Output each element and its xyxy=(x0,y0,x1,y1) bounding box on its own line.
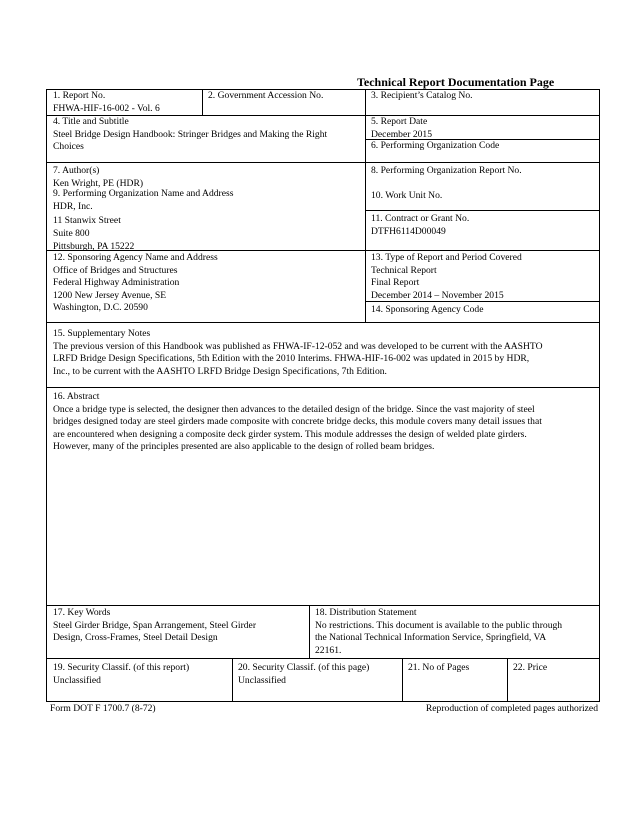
box-label: 10. Work Unit No. xyxy=(371,190,443,201)
box-label: 8. Performing Organization Report No. xyxy=(371,165,522,176)
box-label: 14. Sponsoring Agency Code xyxy=(371,304,484,315)
box-distribution-statement xyxy=(315,607,562,657)
notes-line: LRFD Bridge Design Specifications, 5th Edition with the 2010 Interims. FHWA-HIF-16-002 was updated in 2015 by HDR, xyxy=(53,353,530,364)
box-label: 22. Price xyxy=(513,662,548,673)
box-label: 9. Performing Organization Name and Address xyxy=(53,188,234,199)
authors-value: Ken Wright, PE (HDR) xyxy=(53,177,144,189)
box-title-subtitle xyxy=(53,116,327,154)
report-date-value: December 2015 xyxy=(371,128,433,140)
abstract-line: bridges designed today are steel girders made composite with concrete bridge decks, this module covers many detail issues that xyxy=(53,416,542,427)
report-type-line: Final Report xyxy=(371,277,420,288)
address-line: 1200 New Jersey Avenue, SE xyxy=(53,289,167,301)
security-page-value: Unclassified xyxy=(238,674,286,686)
rule xyxy=(365,90,366,322)
distribution-line: 22161. xyxy=(315,644,342,656)
rule xyxy=(47,658,599,659)
box-label: 4. Title and Subtitle xyxy=(53,116,129,127)
rule xyxy=(365,210,599,211)
box-label: 20. Security Classif. (of this page) xyxy=(238,662,370,673)
rule xyxy=(47,605,599,606)
key-words-line: Steel Girder Bridge, Span Arrangement, Steel Girder xyxy=(53,619,257,631)
box-contract-grant xyxy=(371,213,469,238)
box-government-accession xyxy=(208,90,323,103)
address-line: Federal Highway Administration xyxy=(53,277,180,288)
box-performing-org-code xyxy=(371,140,499,153)
abstract-line: However, many of the principles presented are also applicable to the design of rolled beam bridges. xyxy=(53,441,435,452)
box-label: 16. Abstract xyxy=(53,391,100,402)
box-security-report xyxy=(53,662,189,687)
rule xyxy=(232,658,233,702)
box-label: 2. Government Accession No. xyxy=(208,90,324,101)
box-label: 18. Distribution Statement xyxy=(315,607,417,618)
box-label: 21. No of Pages xyxy=(408,662,470,673)
box-label: 11. Contract or Grant No. xyxy=(371,213,470,224)
box-label: 1. Report No. xyxy=(53,90,106,101)
notes-line: The previous version of this Handbook was published as FHWA-IF-12-052 and was developed to be current with the AASHTO xyxy=(53,340,543,352)
rule xyxy=(507,658,508,702)
title-line: Choices xyxy=(53,141,84,152)
title-line: Steel Bridge Design Handbook: Stringer Bridges and Making the Right xyxy=(53,128,328,140)
address-line: Suite 800 xyxy=(53,227,90,239)
reproduction-note: Reproduction of completed pages authorized xyxy=(425,703,598,714)
rule xyxy=(402,658,403,702)
box-label: 13. Type of Report and Period Covered xyxy=(371,252,522,263)
report-type-line: December 2014 – November 2015 xyxy=(371,289,504,301)
box-work-unit xyxy=(371,190,442,203)
box-label: 19. Security Classif. (of this report) xyxy=(53,662,190,673)
box-supplementary-notes xyxy=(53,328,543,378)
box-label: 17. Key Words xyxy=(53,607,111,618)
key-words-line: Design, Cross-Frames, Steel Detail Design xyxy=(53,632,218,643)
rule xyxy=(309,605,310,658)
box-no-of-pages xyxy=(408,662,469,675)
distribution-line: No restrictions. This document is available to the public through xyxy=(315,619,563,631)
abstract-line: Once a bridge type is selected, the designer then advances to the detailed design of the bridge. Since the vast majority of steel xyxy=(53,403,535,415)
rule xyxy=(202,90,203,115)
box-label: 6. Performing Organization Code xyxy=(371,140,500,151)
notes-line: Inc., to be current with the AASHTO LRFD Bridge Design Specifications, 7th Edition. xyxy=(53,365,387,377)
address-line: Washington, D.C. 20590 xyxy=(53,302,148,313)
box-label: 5. Report Date xyxy=(371,116,428,127)
box-performing-org xyxy=(53,187,233,253)
address-line: Pittsburgh, PA 15222 xyxy=(53,241,135,253)
box-abstract xyxy=(53,391,542,454)
box-report-type xyxy=(371,252,522,302)
security-report-value: Unclassified xyxy=(53,674,101,686)
box-sponsoring-code xyxy=(371,304,483,317)
box-security-page xyxy=(238,662,369,687)
box-sponsoring-agency xyxy=(53,252,218,315)
box-report-date xyxy=(371,116,432,141)
address-line: 11 Stanwix Street xyxy=(53,214,121,226)
box-label: 3. Recipient’s Catalog No. xyxy=(371,90,473,101)
address-line: Office of Bridges and Structures xyxy=(53,264,178,276)
box-performing-org-report xyxy=(371,165,522,178)
report-no-value: FHWA-HIF-16-002 - Vol. 6 xyxy=(53,102,160,114)
box-report-no xyxy=(53,90,160,115)
report-type-line: Technical Report xyxy=(371,264,437,276)
address-line: HDR, Inc. xyxy=(53,201,93,213)
rule xyxy=(47,162,599,163)
rule xyxy=(47,322,599,323)
box-label: 12. Sponsoring Agency Name and Address xyxy=(53,252,218,263)
box-price xyxy=(513,662,547,675)
box-recipient-catalog xyxy=(371,90,473,103)
box-key-words xyxy=(53,607,256,645)
distribution-line: the National Technical Information Service, Springfield, VA xyxy=(315,632,547,643)
form-number: Form DOT F 1700.7 (8-72) xyxy=(50,703,156,714)
documentation-form xyxy=(46,89,600,702)
abstract-line: are encountered when designing a composite deck girder system. This module addresses the design of welded plate girders. xyxy=(53,428,527,440)
page-title: Technical Report Documentation Page xyxy=(357,75,555,89)
rule xyxy=(47,387,599,388)
box-label: 15. Supplementary Notes xyxy=(53,328,151,339)
contract-value: DTFH6114D00049 xyxy=(371,225,446,237)
box-label: 7. Author(s) xyxy=(53,165,100,176)
